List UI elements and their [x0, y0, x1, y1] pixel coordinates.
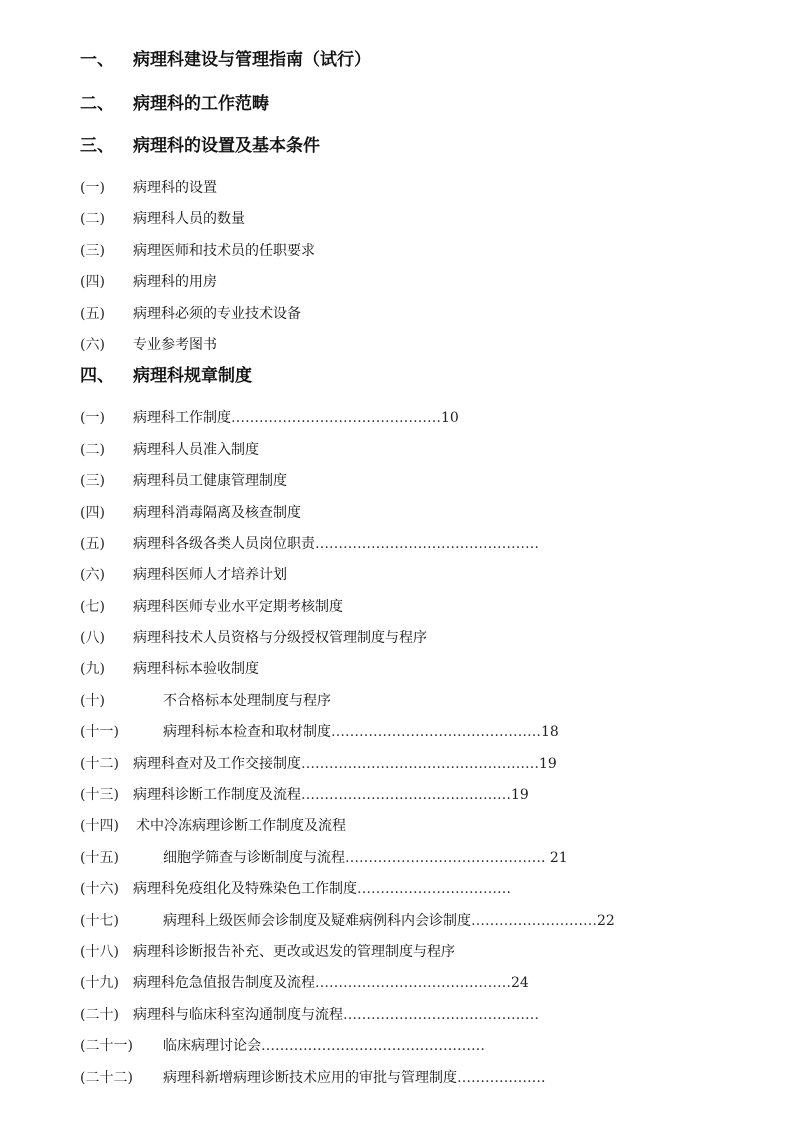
- toc-entry[interactable]: [80, 969, 740, 1000]
- entry-number: (十四): [80, 818, 119, 835]
- page-number: .: [541, 1069, 546, 1086]
- section-title: 病理科规章制度: [133, 366, 252, 387]
- leader-dots: ……………………………………: [343, 1006, 539, 1023]
- entry-title: 术中冷冻病理诊断工作制度及流程: [136, 818, 346, 835]
- entry-title: 病理科查对及工作交接制度: [133, 755, 301, 772]
- toc-entry[interactable]: [80, 1001, 740, 1032]
- page-number: 10: [441, 410, 459, 427]
- entry-title: 病理科的设置: [133, 180, 217, 196]
- entry-title: 病理科免疫组化及特殊染色工作制度: [133, 881, 357, 898]
- section-number: 一、: [80, 50, 114, 70]
- toc-entry[interactable]: [80, 268, 740, 299]
- leader-dots: ………………………………………: [301, 787, 511, 804]
- toc-section-1[interactable]: [80, 46, 740, 90]
- toc-entry[interactable]: [80, 467, 740, 498]
- toc-entry[interactable]: [80, 718, 740, 749]
- toc-section-2[interactable]: [80, 90, 740, 132]
- toc-entry[interactable]: [80, 750, 740, 781]
- entry-number: (四): [80, 274, 105, 291]
- section-title: 病理科建设与管理指南（试行）: [133, 50, 371, 70]
- entry-number: (三): [80, 242, 105, 259]
- entry-number: (十八): [80, 943, 119, 960]
- page-number: 18: [541, 724, 559, 741]
- entry-title: 病理科技术人员资格与分级授权管理制度与程序: [133, 630, 427, 647]
- entry-number: (十五): [80, 849, 119, 866]
- leader-dots: ……………………………: [357, 881, 511, 898]
- toc-entry[interactable]: [80, 237, 740, 268]
- entry-title: 细胞学筛查与诊断制度与流程: [163, 849, 345, 866]
- section-number: 四、: [80, 366, 114, 387]
- toc-entry[interactable]: [80, 624, 740, 655]
- section-number: 二、: [80, 94, 114, 114]
- toc-entry[interactable]: [80, 875, 740, 906]
- entry-number: (十六): [80, 881, 119, 898]
- entry-number: (九): [80, 661, 105, 678]
- entry-title: 病理科员工健康管理制度: [133, 473, 287, 490]
- leader-dots: ………………………………………: [331, 724, 541, 741]
- entry-number: (八): [80, 630, 105, 647]
- entry-title: 病理科必须的专业技术设备: [133, 305, 301, 322]
- table-of-contents: [80, 46, 740, 1095]
- toc-entry[interactable]: [80, 593, 740, 624]
- leader-dots: ……………………………………………: [301, 755, 539, 772]
- leader-dots: ……………………………………: [315, 975, 511, 992]
- page-number: 24: [511, 975, 529, 992]
- entry-number: (十七): [80, 912, 119, 929]
- entry-number: (二十二): [80, 1069, 133, 1086]
- entry-number: (二): [80, 441, 105, 458]
- entry-title: 病理科工作制度: [133, 410, 231, 427]
- leader-dots: ………………: [457, 1069, 541, 1086]
- leader-dots: ………………………: [471, 912, 597, 929]
- leader-dots: …………………………………………: [261, 1038, 485, 1055]
- entry-number: (七): [80, 598, 105, 615]
- toc-entry[interactable]: [80, 331, 740, 362]
- toc-entry[interactable]: [80, 1064, 740, 1095]
- section-title: 病理科的工作范畴: [133, 94, 269, 114]
- toc-entry[interactable]: [80, 938, 740, 969]
- entry-number: (十): [80, 692, 105, 709]
- toc-entry[interactable]: [80, 499, 740, 530]
- toc-entry[interactable]: [80, 436, 740, 467]
- page-number: . 21: [541, 849, 568, 866]
- section-number: 三、: [80, 136, 114, 156]
- entry-title: 病理科人员的数量: [133, 211, 245, 228]
- entry-title: 病理科的用房: [133, 274, 217, 291]
- entry-number: (四): [80, 504, 105, 521]
- toc-entry[interactable]: [80, 530, 740, 561]
- toc-section-4[interactable]: [80, 362, 740, 404]
- toc-section-3[interactable]: [80, 132, 740, 174]
- entry-number: (十三): [80, 787, 119, 804]
- toc-entry[interactable]: [80, 655, 740, 686]
- toc-entry[interactable]: [80, 907, 740, 938]
- entry-title: 不合格标本处理制度与程序: [163, 692, 331, 709]
- toc-entry[interactable]: [80, 561, 740, 592]
- leader-dots: ………………………………………: [231, 410, 441, 427]
- entry-title: 病理科医师专业水平定期考核制度: [133, 598, 343, 615]
- entry-title: 病理科上级医师会诊制度及疑难病例科内会诊制度: [163, 912, 471, 929]
- entry-title: 病理科诊断工作制度及流程: [133, 787, 301, 804]
- leader-dots: …………………………………………: [315, 535, 539, 552]
- leader-dots: ……………………………………: [345, 849, 541, 866]
- entry-title: 病理科标本检查和取材制度: [163, 724, 331, 741]
- page-number: 19: [511, 787, 529, 804]
- entry-number: (十九): [80, 975, 119, 992]
- entry-number: (一): [80, 180, 105, 196]
- entry-title: 病理科各级各类人员岗位职责: [133, 535, 315, 552]
- page-number: 22: [597, 912, 615, 929]
- toc-entry[interactable]: [80, 781, 740, 812]
- toc-entry[interactable]: [80, 300, 740, 331]
- entry-number: (二): [80, 211, 105, 228]
- entry-number: (一): [80, 410, 105, 427]
- toc-entry[interactable]: [80, 844, 740, 875]
- entry-title: 病理科人员准入制度: [133, 441, 259, 458]
- entry-title: 病理科医师人才培养计划: [133, 567, 287, 584]
- entry-title: 病理医师和技术员的任职要求: [133, 242, 315, 259]
- entry-number: (二十): [80, 1006, 119, 1023]
- entry-number: (十二): [80, 755, 119, 772]
- entry-title: 病理科危急值报告制度及流程: [133, 975, 315, 992]
- entry-number: (三): [80, 473, 105, 490]
- entry-title: 病理科与临床科室沟通制度与流程: [133, 1006, 343, 1023]
- entry-title: 病理科新增病理诊断技术应用的审批与管理制度: [163, 1069, 457, 1086]
- page-number: 19: [539, 755, 557, 772]
- entry-title: 临床病理讨论会: [163, 1038, 261, 1055]
- entry-number: (二十一): [80, 1038, 133, 1055]
- entry-title: 病理科诊断报告补充、更改或迟发的管理制度与程序: [133, 943, 455, 960]
- toc-entry[interactable]: [80, 404, 740, 435]
- toc-entry[interactable]: [80, 1032, 740, 1063]
- entry-number: (六): [80, 336, 105, 353]
- toc-entry[interactable]: [80, 687, 740, 718]
- toc-entry[interactable]: [80, 205, 740, 236]
- entry-title: 病理科标本验收制度: [133, 661, 259, 678]
- entry-number: (五): [80, 535, 105, 552]
- entry-title: 病理科消毒隔离及核查制度: [133, 504, 301, 521]
- section-title: 病理科的设置及基本条件: [133, 136, 320, 156]
- toc-entry[interactable]: [80, 174, 740, 205]
- entry-number: (五): [80, 305, 105, 322]
- entry-number: (六): [80, 567, 105, 584]
- toc-entry[interactable]: [80, 812, 740, 843]
- entry-number: (十一): [80, 724, 119, 741]
- entry-title: 专业参考图书: [133, 336, 217, 353]
